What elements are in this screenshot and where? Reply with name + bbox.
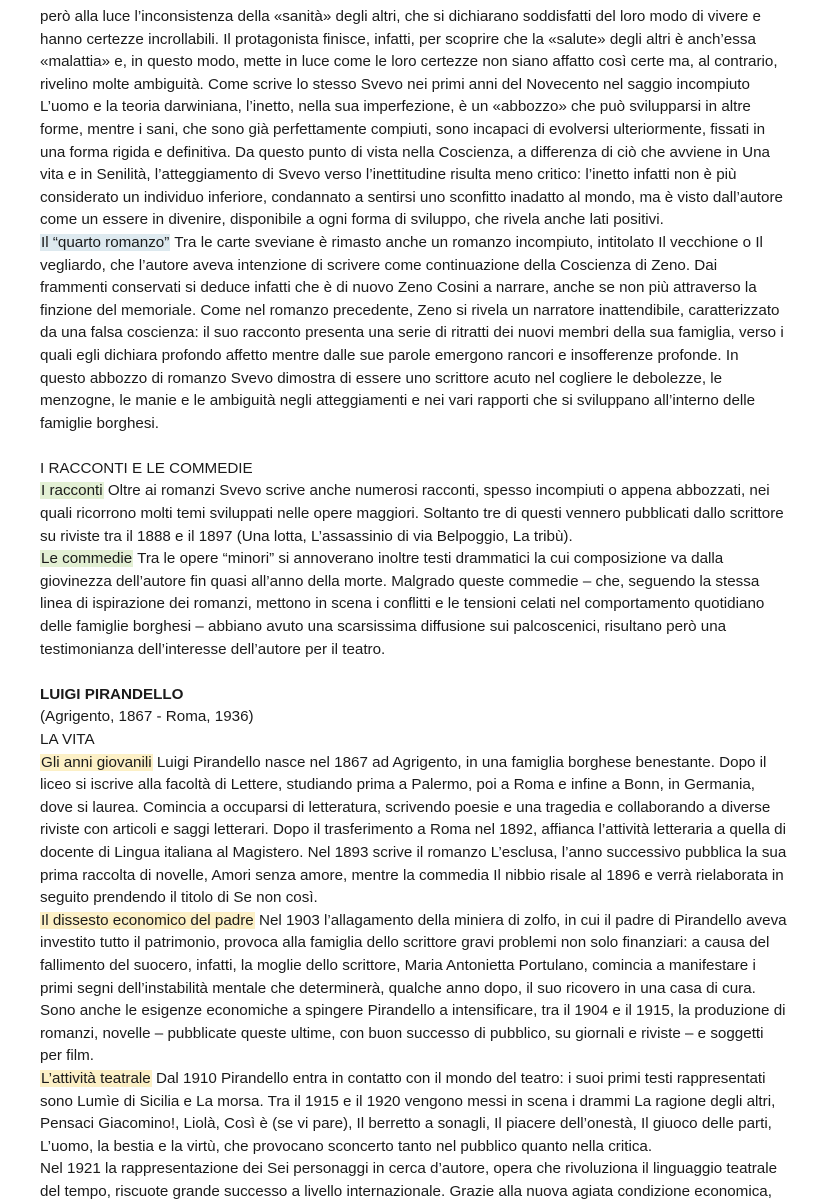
attivita-teatrale-text: Dal 1910 Pirandello entra in contatto con il mondo del teatro: i suoi primi testi rappresentati sono Lumìe di Sicilia e La morsa. Tra il 1915 e il 1920 vengono messi in scena i drammi La ragione degli altri, Pensaci Giacomino!, Liolà, Così è (se vi pare), Il berretto a sonagli, Il piacere dell’onestà, Il giuoco delle parti, L’uomo, la bestia e la virtù, che provocano sconcerto tanto nel pubblico quanto nella critica. bbox=[40, 1069, 776, 1155]
anni-giovanili-text: Luigi Pirandello nasce nel 1867 ad Agrigento, in una famiglia borghese benestante. Dopo il liceo si iscrive alla facoltà di Lettere, studiando prima a Palermo, poi a Roma e infine a Bonn, in Germania, dove si laurea. Comincia a occuparsi di letteratura, scrivendo poesie e una tragedia e collaborando a diverse riviste con articoli e saggi letterari. Dopo il trasferimento a Roma nel 1892, affianca l’attività letteraria a quella di docente di Lingua italiana al Magistero. Nel 1893 scrive il romanzo L’esclusa, l’anno successivo pubblica la sua prima raccolta di novelle, Amori senza amore, mentre la commedia Il nibbio risale al 1896 e verrà rielaborata in seguito prendendo il titolo di Se non così. bbox=[40, 753, 787, 907]
quarto-romanzo-paragraph bbox=[40, 232, 788, 435]
vita-heading: LA VITA bbox=[40, 731, 95, 748]
author-name-heading: LUIGI PIRANDELLO bbox=[40, 685, 184, 703]
author-dates: (Agrigento, 1867 - Roma, 1936) bbox=[40, 708, 254, 726]
racconti-commedie-heading: I RACCONTI E LE COMMEDIE bbox=[40, 459, 253, 477]
attivita-teatrale-label: L’attività teatrale bbox=[41, 1069, 151, 1087]
commedie-text: Tra le opere “minori” si annoverano inoltre testi drammatici la cui composizione va dalla giovinezza dell’autore fin quasi all’anno della morte. Malgrado queste commedie – che, seguendo la stessa linea di ispirazione dei romanzi, mettono in scena i conflitti e le tensioni celati nel comportamento quotidiano delle famiglie borghesi – abbiano avuto una scarsissima diffusione sui palcoscenici, risultano però una testimonianza dell’interesse dell’autore per il teatro. bbox=[40, 550, 765, 658]
attivita-teatrale-paragraph bbox=[40, 1068, 788, 1158]
anni-giovanili-label: Gli anni giovanili bbox=[41, 753, 152, 771]
commedie-paragraph bbox=[40, 548, 788, 661]
anni-giovanili-paragraph bbox=[40, 752, 788, 910]
quarto-romanzo-label: Il “quarto romanzo” bbox=[41, 233, 170, 251]
racconti-text: Oltre ai romanzi Svevo scrive anche numerosi racconti, spesso incompiuti o appena abbozzati, nei quali ricorrono molti temi sviluppati nelle opere maggiori. Soltanto tre di questi vennero pubblicati dallo scrittore su riviste tra il 1888 e il 1897 (Una lotta, L’assassinio di via Belpoggio, La tribù). bbox=[40, 482, 784, 545]
dissesto-paragraph bbox=[40, 910, 788, 1068]
dissesto-label: Il dissesto economico del padre bbox=[41, 911, 254, 929]
quarto-romanzo-text: Tra le carte sveviane è rimasto anche un romanzo incompiuto, intitolato Il vecchione o Il vegliardo, che l’autore aveva intenzione di scrivere come continuazione della Coscienza di Zeno. Dai frammenti conservati si deduce infatti che è di nuovo Zeno Cosini a narrare, anche se non più attraverso la finzione del memoriale. Come nel romanzo precedente, Zeno si rivela un narratore inattendibile, caratterizzato da una falsa coscienza: il suo racconto presenta una serie di ritratti dei nuovi membri della sua famiglia, verso i quali egli dichiara profondo affetto mentre dalle sue parole emergono rancori e insofferenze profonde. In questo abbozzo di romanzo Svevo dimostra di essere uno scrittore acuto nel cogliere le debolezze, le menzogne, le manie e le ambiguità negli atteggiamenti e nei vari rapporti che si sviluppano all’interno delle famiglie borghesi. bbox=[40, 233, 784, 432]
spacer bbox=[40, 435, 788, 458]
dissesto-text: Nel 1903 l’allagamento della miniera di zolfo, in cui il padre di Pirandello aveva investito tutto il patrimonio, provoca alla famiglia dello scrittore gravi problemi non solo finanziari: a causa del fallimento del suocero, infatti, la moglie dello scrittore, Maria Antonietta Portulano, comincia a manifestare i primi segni dell’instabilità mentale che determinerà, qualche anno dopo, il suo ricovero in una casa di cura. Sono anche le esigenze economiche a spingere Pirandello a intensificare, tra il 1904 e il 1915, la produzione di romanzi, novelle – pubblicate queste ultime, con buon successo di pubblico, su giornali e riviste – e soggetti per film. bbox=[40, 911, 787, 1065]
spacer bbox=[40, 661, 788, 684]
racconti-label: I racconti bbox=[41, 482, 103, 500]
svevo-intro-paragraph: però alla luce l’inconsistenza della «sanità» degli altri, che si dichiarano soddisfatti del loro modo di vivere e hanno certezze incrollabili. Il protagonista finisce, infatti, per scoprire che la «salute» degli altri è anch’essa «malattia» e, in questo modo, mette in luce come le loro certezze non siano affatto così certe ma, al contrario, rivelino molte ambiguità. Come scrive lo stesso Svevo nei primi anni del Novecento nel saggio incompiuto L’uomo e la teoria darwiniana, l’inetto, nella sua imperfezione, è un «abbozzo» che può svilupparsi in altre forme, mentre i sani, che sono già perfettamente compiuti, sono incapaci di evolversi ulteriormente, fissati in una forma rigida e definitiva. Da questo punto di vista nella Coscienza, a differenza di ciò che avviene in Una vita e in Senilità, l’atteggiamento di Svevo verso l’inettitudine risulta meno critico: l’inetto infatti non è più considerato un individuo inferiore, condannato a sentirsi uno sconfitto inadatto al mondo, ma è visto dall’autore come un essere in divenire, disponibile a ogni forma di sviluppo, che rivela anche lati positivi. bbox=[40, 8, 783, 229]
paragraph-1921: Nel 1921 la rappresentazione dei Sei personaggi in cerca d’autore, opera che rivoluziona il linguaggio teatrale del tempo, riscuote grande successo a livello internazionale. Grazie alla nuova agiata condizione economica, bbox=[40, 1160, 778, 1200]
racconti-paragraph bbox=[40, 480, 788, 548]
commedie-label: Le commedie bbox=[41, 550, 133, 568]
